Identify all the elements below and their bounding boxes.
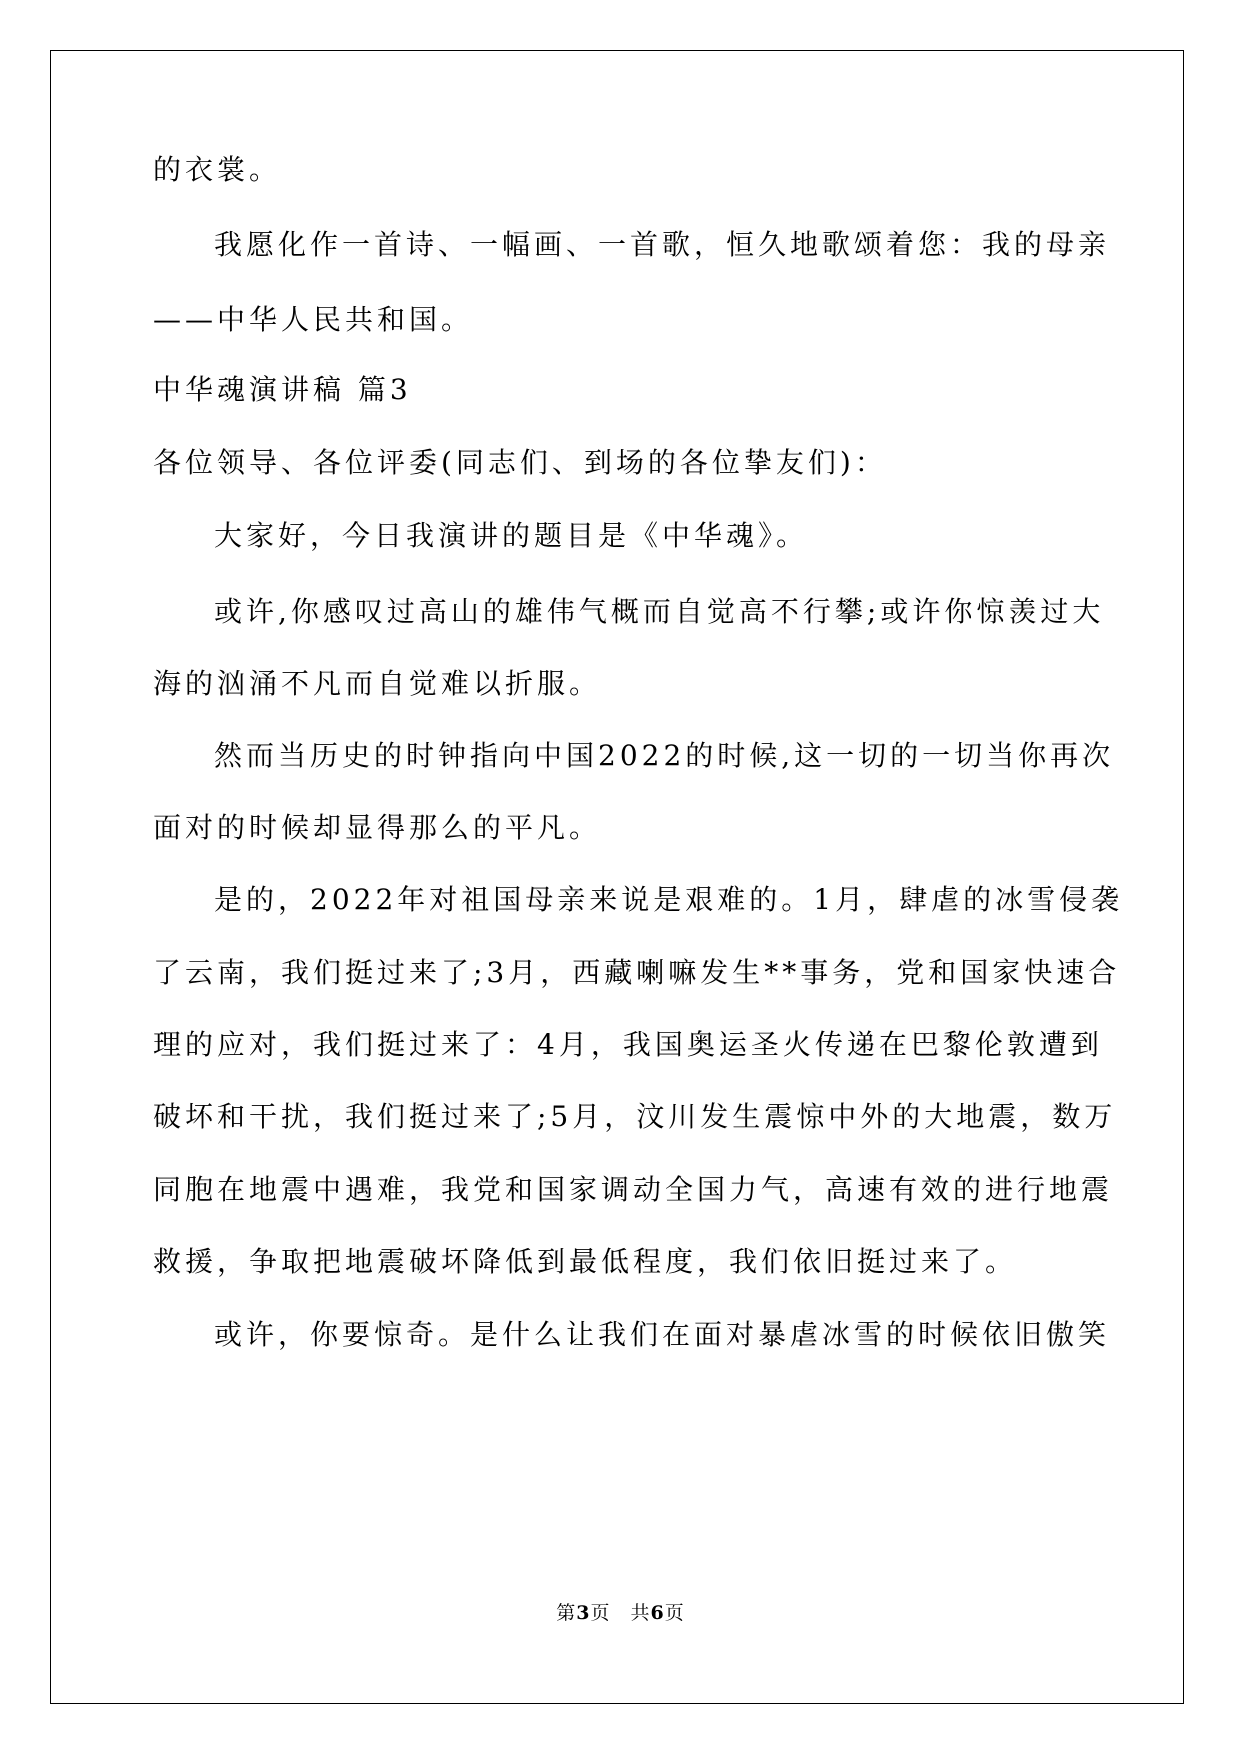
page-current: 3 — [576, 1602, 591, 1624]
text-line: 我愿化作一首诗、一幅画、一首歌，恒久地歌颂着您：我的母亲 — [214, 228, 1111, 261]
page-prefix: 第 — [556, 1602, 577, 1624]
text-line: 的衣裳。 — [153, 153, 282, 186]
text-line: 或许,你感叹过高山的雄伟气概而自觉高不行攀;或许你惊羡过大 — [214, 595, 1105, 628]
text-line: 大家好，今日我演讲的题目是《中华魂》。 — [214, 519, 809, 552]
text-line: 各位领导、各位评委(同志们、到场的各位挚友们)： — [153, 446, 887, 479]
text-line: 然而当历史的时钟指向中国2022的时候,这一切的一切当你再次 — [214, 739, 1115, 772]
text-line: 同胞在地震中遇难，我党和国家调动全国力气，高速有效的进行地震 — [153, 1173, 1114, 1206]
text-line: 是的，2022年对祖国母亲来说是艰难的。1月，肆虐的冰雪侵袭 — [214, 883, 1124, 916]
text-line: 或许，你要惊奇。是什么让我们在面对暴虐冰雪的时候依旧傲笑 — [214, 1318, 1111, 1351]
page-border — [50, 50, 1184, 1704]
text-line: 理的应对，我们挺过来了：4月，我国奥运圣火传递在巴黎伦敦遭到 — [153, 1028, 1103, 1061]
text-line: 救援，争取把地震破坏降低到最低程度，我们依旧挺过来了。 — [153, 1245, 1018, 1278]
text-line: 破坏和干扰，我们挺过来了;5月，汶川发生震惊中外的大地震，数万 — [153, 1100, 1117, 1133]
page-suffix: 页 — [664, 1602, 685, 1624]
page-total: 6 — [650, 1602, 665, 1624]
text-line: 海的汹涌不凡而自觉难以折服。 — [153, 667, 602, 700]
page-footer — [0, 1598, 1241, 1625]
section-heading: 中华魂演讲稿 篇3 — [153, 373, 412, 406]
page-mid: 页 共 — [590, 1602, 651, 1624]
text-line: 面对的时候却显得那么的平凡。 — [153, 811, 602, 844]
text-line: 了云南，我们挺过来了;3月，西藏喇嘛发生**事务，党和国家快速合 — [153, 956, 1121, 989]
text-line: ——中华人民共和国。 — [153, 303, 474, 336]
